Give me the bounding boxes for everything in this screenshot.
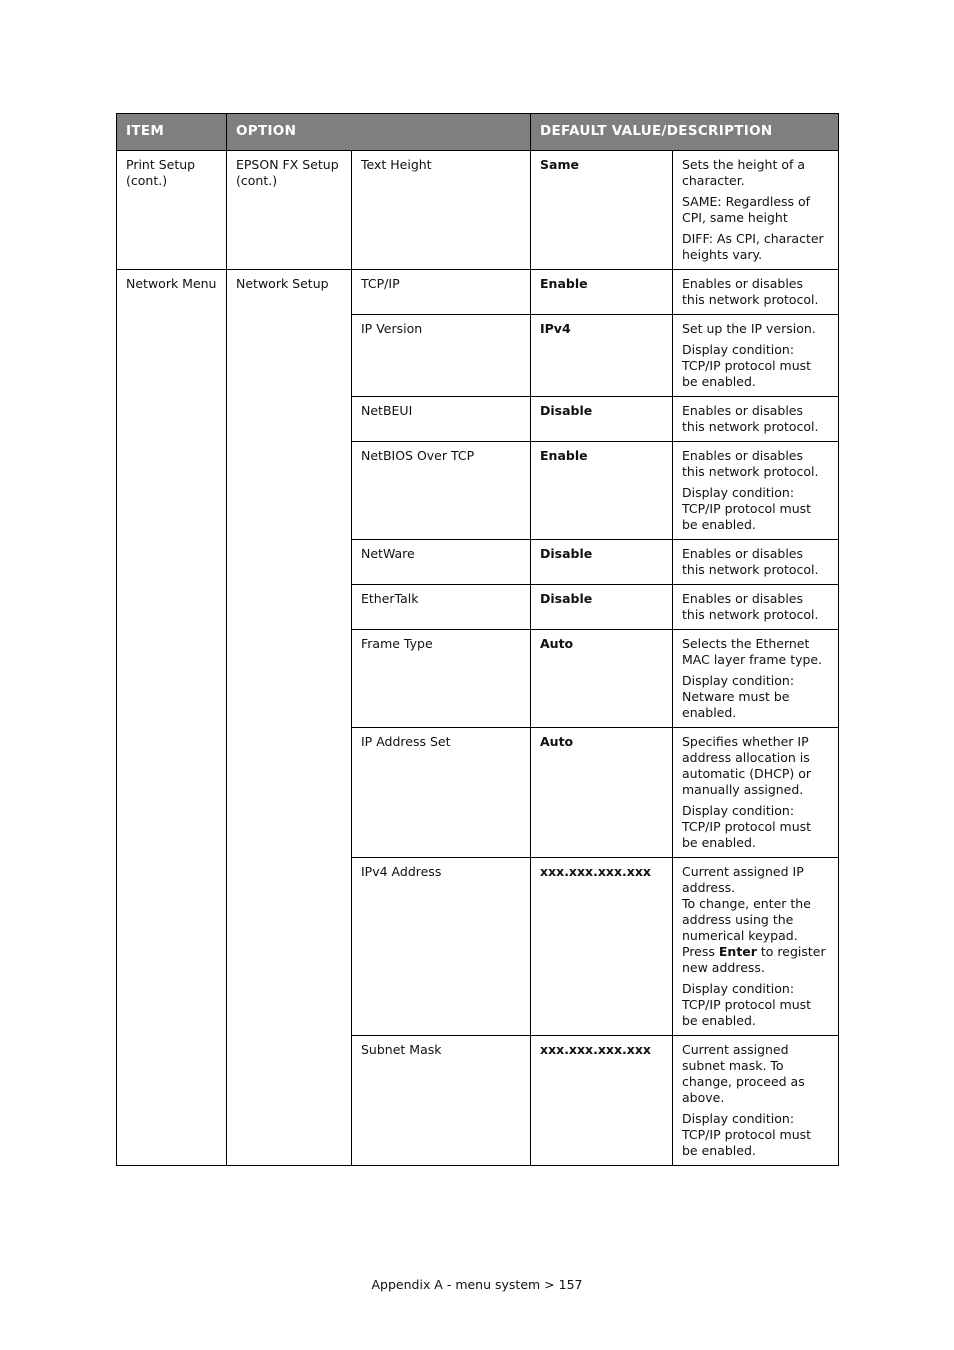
default-value-cell: Disable [531,397,673,442]
description-text: Enables or disables this network protocol. [682,546,819,577]
description-cell [673,728,839,858]
default-value-cell: Auto [531,728,673,858]
description-text: Display condition: TCP/IP protocol must be enabled. [682,342,812,389]
description-text: SAME: Regardless of CPI, same height [682,194,811,225]
option-cell: IPv4 Address [352,858,531,1036]
default-value-cell: Same [531,151,673,270]
default-value-cell: Disable [531,540,673,585]
option-cell: NetWare [352,540,531,585]
default-value-cell: Auto [531,630,673,728]
description-text: Specifies whether IP address allocation is automatic (DHCP) or manually assigned. [682,734,811,797]
group-cell: Network Setup [227,270,352,1166]
header-default-value: DEFAULT VALUE/DESCRIPTION [531,114,839,151]
description-text: Set up the IP version. [682,321,816,336]
description-cell [673,442,839,540]
description-cell [673,397,839,442]
description-cell [673,630,839,728]
default-value-cell: IPv4 [531,315,673,397]
description-cell [673,151,839,270]
option-cell: Frame Type [352,630,531,728]
table-row [117,151,839,270]
group-cell: EPSON FX Setup (cont.) [227,151,352,270]
description-text: Selects the Ethernet MAC layer frame type. [682,636,823,667]
option-cell: NetBEUI [352,397,531,442]
table-row [117,270,839,315]
description-text: Display condition: TCP/IP protocol must be enabled. [682,803,812,850]
description-cell [673,315,839,397]
option-cell: EtherTalk [352,585,531,630]
description-text [682,864,829,976]
description-text: Sets the height of a character. [682,157,805,188]
menu-settings-table [116,113,839,1166]
description-text: Display condition: TCP/IP protocol must be enabled. [682,1111,812,1158]
default-value-cell: xxx.xxx.xxx.xxx [531,858,673,1036]
description-cell [673,270,839,315]
item-cell: Print Setup (cont.) [117,151,227,270]
description-text: Display condition: TCP/IP protocol must be enabled. [682,485,812,532]
description-line: To change, enter the address using the numerical keypad. Press [682,896,811,959]
header-item: ITEM [117,114,227,151]
header-option: OPTION [227,114,531,151]
page-footer: Appendix A - menu system > 157 [371,1277,583,1292]
description-text: Display condition: Netware must be enabled. [682,673,795,720]
option-cell: NetBIOS Over TCP [352,442,531,540]
description-text: Enables or disables this network protocol. [682,448,819,479]
default-value-cell: xxx.xxx.xxx.xxx [531,1036,673,1166]
description-cell [673,585,839,630]
description-text: Display condition: TCP/IP protocol must be enabled. [682,981,812,1028]
description-text: Enables or disables this network protocol. [682,403,819,434]
description-text: Enables or disables this network protocol. [682,276,819,307]
item-cell: Network Menu [117,270,227,1166]
option-cell: TCP/IP [352,270,531,315]
description-line: Current assigned IP address. [682,864,804,895]
description-line: to register new address. [682,944,826,975]
table-header-row [117,114,839,151]
option-cell: IP Version [352,315,531,397]
option-cell: Text Height [352,151,531,270]
description-cell [673,1036,839,1166]
default-value-cell: Disable [531,585,673,630]
description-cell [673,858,839,1036]
description-text: DIFF: As CPI, character heights vary. [682,231,824,262]
enter-key-label: Enter [718,944,757,959]
description-text: Enables or disables this network protocol. [682,591,819,622]
option-cell: Subnet Mask [352,1036,531,1166]
default-value-cell: Enable [531,270,673,315]
description-text: Current assigned subnet mask. To change, proceed as above. [682,1042,805,1105]
description-cell [673,540,839,585]
option-cell: IP Address Set [352,728,531,858]
default-value-cell: Enable [531,442,673,540]
